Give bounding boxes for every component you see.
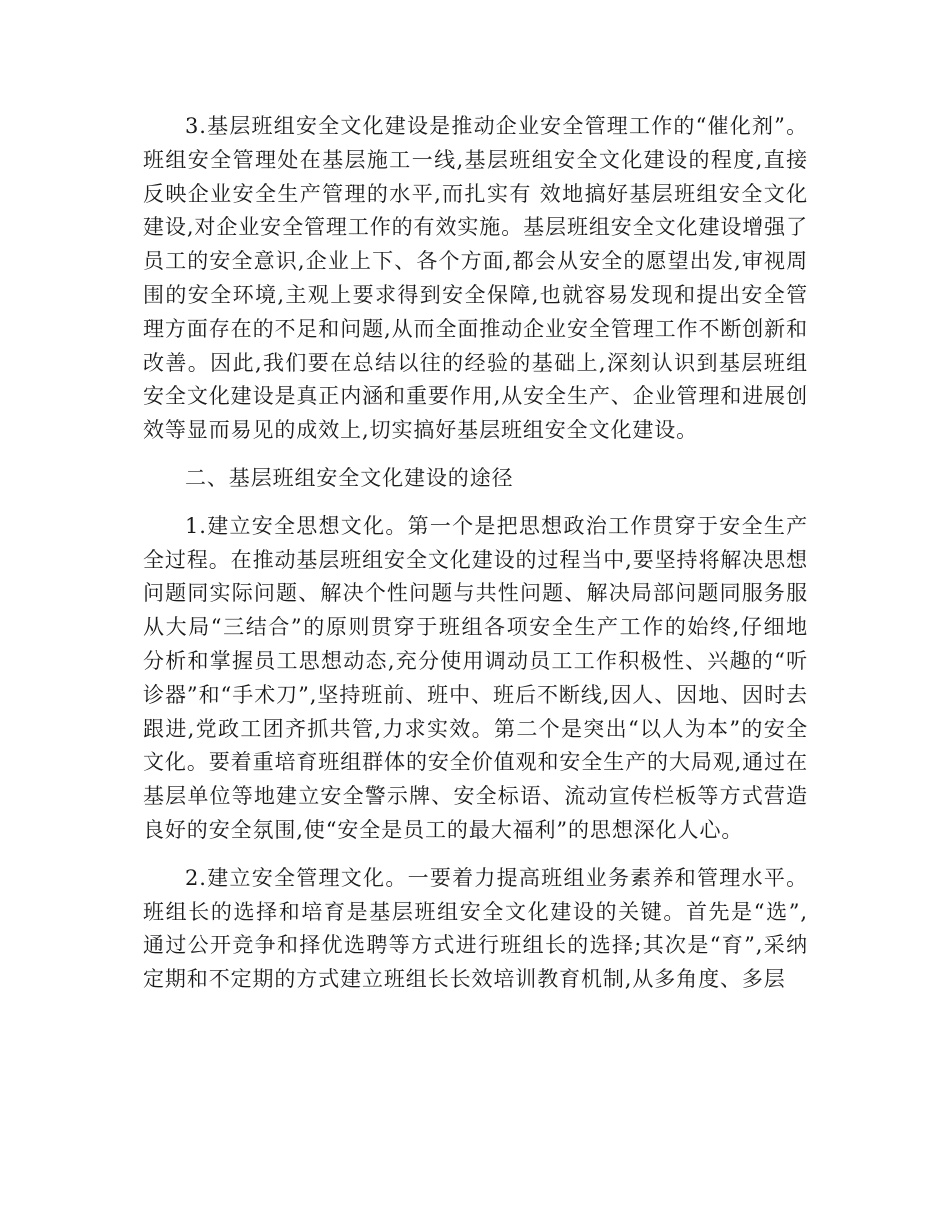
paragraph-catalyst: 3.基层班组安全文化建设是推动企业安全管理工作的“催化剂”。班组安全管理处在基层施工一线,基层班组安全文化建设的程度,直接反映企业安全生产管理的水平,而扎实有 效地搞好基层班组安全文化建设,对企业安全管理工作的有效实施。基层班组安全文化建设增强了员工的安全意识,企业上下、各个方面,都会从安全的愿望出发,审视周围的安全环境,主观上要求得到安全保障,也就容易发现和提出安全管理方面存在的不足和问题,从而全面推动企业安全管理工作不断创新和改善。因此,我们要在总结以往的经验的基础上,深刻认识到基层班组安全文化建设是真正内涵和重要作用,从安全生产、企业管理和进展创效等显而易见的成效上,切实搞好基层班组安全文化建设。: [143, 114, 808, 443]
paragraph-safety-management-culture: 2.建立安全管理文化。一要着力提高班组业务素养和管理水平。班组长的选择和培育是基层班组安全文化建设的关键。首先是“选”,通过公开竞争和择优选聘等方式进行班组长的选择;其次是“育”,采纳定期和不定期的方式建立班组长长效培训教育机制,从多角度、多层: [143, 865, 808, 992]
document-body: [143, 110, 808, 1011]
section-heading-approaches: 二、基层班组安全文化建设的途径: [185, 465, 514, 490]
paragraph-safety-thought-culture: 1.建立安全思想文化。第一个是把思想政治工作贯穿于安全生产全过程。在推动基层班组安全文化建设的过程当中,要坚持将解决思想问题同实际问题、解决个性问题与共性问题、解决局部问题同服务服从大局“三结合”的原则贯穿于班组各项安全生产工作的始终,仔细地分析和掌握员工思想动态,充分使用调动员工工作积极性、兴趣的“听诊器”和“手术刀”,坚持班前、班中、班后不断线,因人、因地、因时去跟进,党政工团齐抓共管,力求实效。第二个是突出“以人为本”的安全文化。要着重培育班组群体的安全价值观和安全生产的大局观,通过在基层单位等地建立安全警示牌、安全标语、流动宣传栏板等方式营造良好的安全氛围,使“安全是员工的最大福利”的思想深化人心。: [143, 513, 808, 842]
